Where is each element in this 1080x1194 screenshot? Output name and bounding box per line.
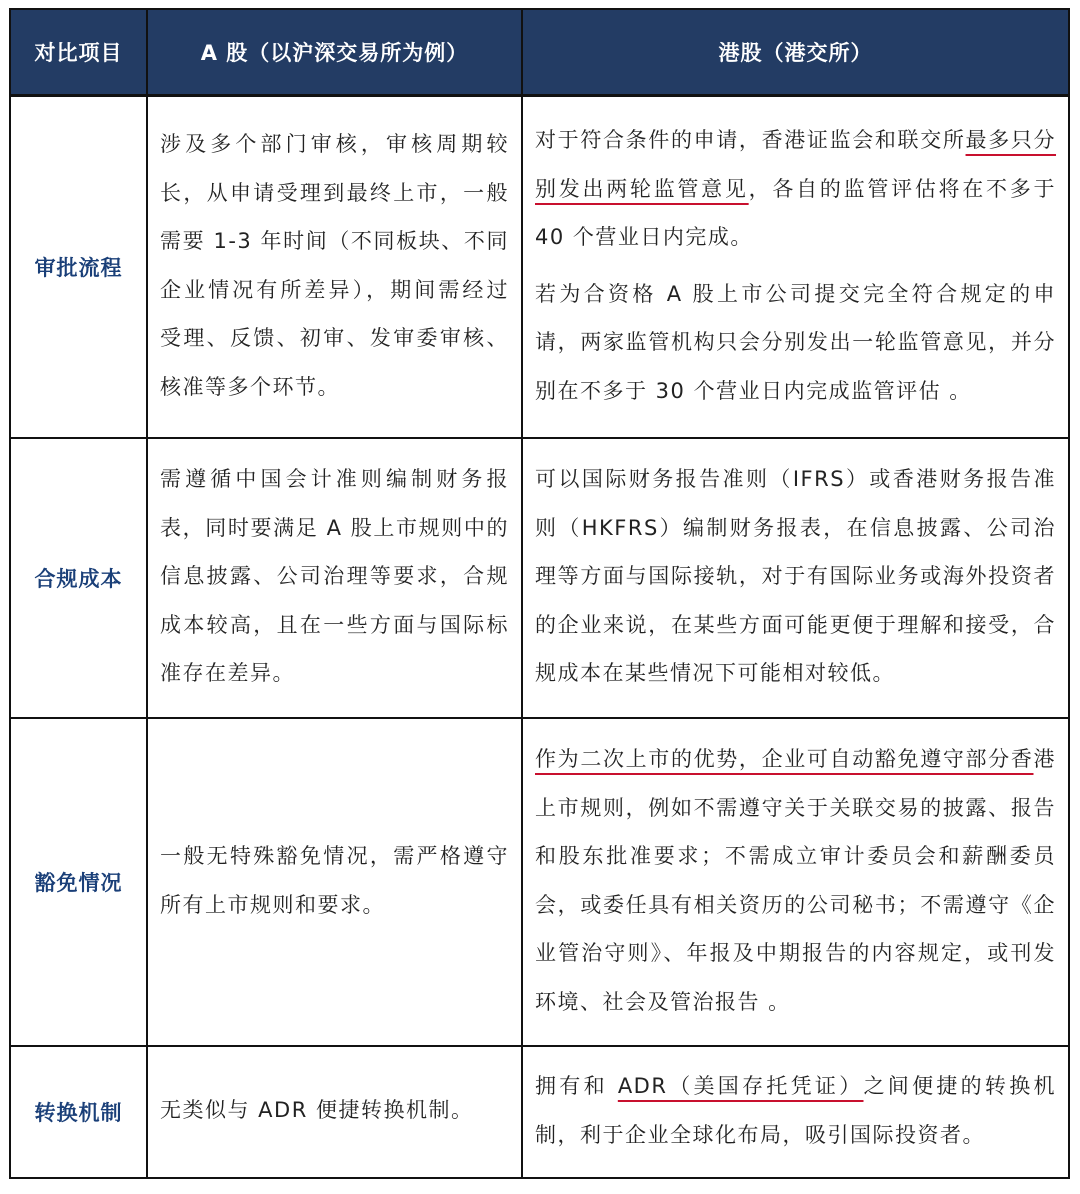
header-a-share: A 股（以沪深交易所为例） <box>147 9 522 96</box>
hk-text: 可以国际财务报告准则（IFRS）或香港财务报告准则（HKFRS）编制财务报表，在信息披露、公司治理等方面与国际接轨，对于有国际业务或海外投资者的企业来说，在某些方面可能更便于理解和接受，合规成本在某些情况下可能相对较低。 <box>535 467 1056 686</box>
a-share-cell <box>147 96 522 438</box>
hk-text: ，各自的监管评估将在不多于 40 个营业日内完成。 <box>535 176 1057 250</box>
comparison-table <box>9 8 1070 1179</box>
table-row-exemptions <box>10 718 1069 1046</box>
table-row-approval-process <box>10 96 1069 438</box>
a-share-text: 无类似与 ADR 便捷转换机制。 <box>160 1098 474 1123</box>
hk-paragraph-2: 若为合资格 A 股上市公司提交完全符合规定的申请，两家监管机构只会分别发出一轮监管意见，并分别在不多于 30 个营业日内完成监管评估 。 <box>535 281 1056 403</box>
table-header-row <box>10 9 1069 96</box>
hk-share-cell <box>522 438 1069 718</box>
a-share-cell <box>147 718 522 1046</box>
hk-share-cell <box>522 96 1069 438</box>
hk-paragraph <box>535 735 1056 1026</box>
header-compare-item: 对比项目 <box>10 9 147 96</box>
hk-text: 拥有和 <box>535 1074 618 1098</box>
table-row-conversion-mechanism <box>10 1046 1069 1178</box>
a-share-text: 涉及多个部门审核，审核周期较长，从申请受理到最终上市，一般需要 1-3 年时间（不同板块、不同企业情况有所差异），期间需经过受理、反馈、初审、发审委审核、核准等多个环节。 <box>160 132 509 399</box>
hk-paragraph-1 <box>535 116 1056 262</box>
hk-text: 对于符合条件的申请，香港证监会和联交所 <box>535 128 966 153</box>
row-label: 豁免情况 <box>10 718 147 1046</box>
row-label: 转换机制 <box>10 1046 147 1178</box>
a-share-cell <box>147 1046 522 1178</box>
a-share-text: 一般无特殊豁免情况，需严格遵守所有上市规则和要求。 <box>160 844 509 917</box>
hk-share-cell <box>522 718 1069 1046</box>
hk-text: 之间便捷的转换机制，利于企业全球化布局，吸引国际投资者。 <box>535 1074 1056 1147</box>
a-share-cell <box>147 438 522 718</box>
highlighted-text: 作为二次上市的优势，企业可自动豁免遵守部分香 <box>535 747 1034 771</box>
row-label: 合规成本 <box>10 438 147 718</box>
row-label: 审批流程 <box>10 96 147 438</box>
highlighted-text: ADR（美国存托凭证） <box>617 1074 864 1098</box>
hk-text: 港上市规则，例如不需遵守关于关联交易的披露、报告和股东批准要求；不需成立审计委员会和薪酬委员会，或委任具有相关资历的公司秘书；不需遵守《企业管治守则》、年报及中期报告的内容规定，或刊发环境、社会及管治报告 。 <box>535 747 1056 1014</box>
hk-paragraph <box>535 1062 1056 1159</box>
table-row-compliance-cost <box>10 438 1069 718</box>
hk-share-cell <box>522 1046 1069 1178</box>
header-hk-share: 港股（港交所） <box>522 9 1069 96</box>
highlighted-text: 最多只分别发出两轮监管意见 <box>535 128 1057 201</box>
a-share-text: 需遵循中国会计准则编制财务报表，同时要满足 A 股上市规则中的信息披露、公司治理等要求，合规成本较高，且在一些方面与国际标准存在差异。 <box>160 467 509 686</box>
